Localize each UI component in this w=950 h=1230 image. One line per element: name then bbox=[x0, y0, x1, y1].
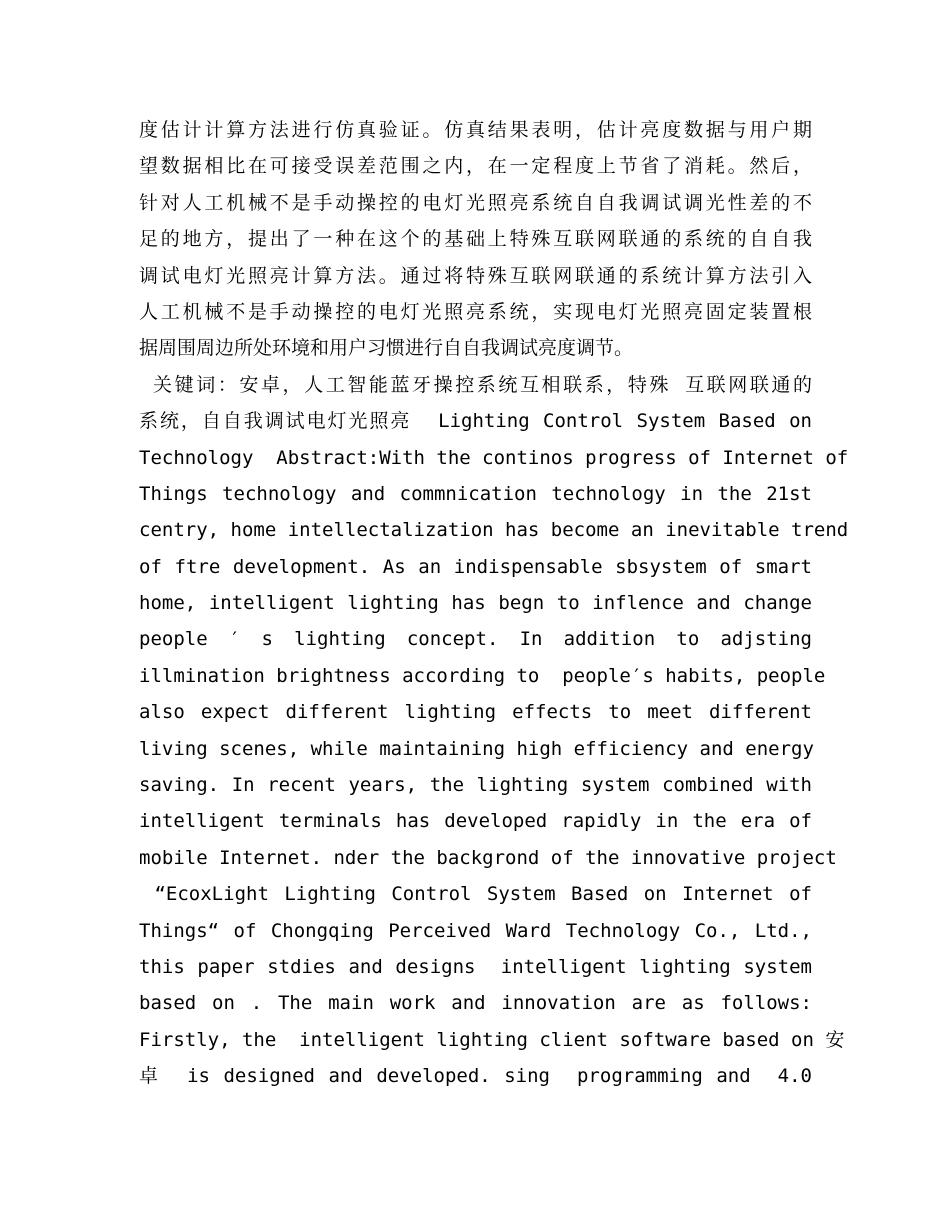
text-line: 调试电灯光照亮计算方法。通过将特殊互联网联通的系统计算方法引入 bbox=[139, 264, 812, 287]
text-line: Things technology and commnication technology in the 21st bbox=[139, 482, 812, 505]
text-line: 据周围周边所处环境和用户习惯进行自自我调试亮度调节。 bbox=[139, 337, 634, 360]
text-line: living scenes, while maintaining high efficiency and energy bbox=[139, 737, 814, 760]
text-line: this paper stdies and designs intelligent lighting system bbox=[139, 955, 812, 978]
text-line: 望数据相比在可接受误差范围之内，在一定程度上节省了消耗。然后， bbox=[139, 155, 812, 178]
text-line: mobile Internet. nder the backgrond of the innovative project bbox=[139, 846, 837, 869]
text-line: 卓 is designed and developed. sing programming and 4.0 bbox=[139, 1065, 812, 1088]
body-text bbox=[139, 112, 849, 1095]
text-line: Firstly, the intelligent lighting client software based on 安 bbox=[139, 1028, 845, 1051]
text-line: 度估计计算方法进行仿真验证。仿真结果表明，估计亮度数据与用户期 bbox=[139, 119, 812, 141]
text-line: saving. In recent years, the lighting system combined with bbox=[139, 774, 812, 797]
text-line: also expect different lighting effects to meet different bbox=[139, 701, 812, 724]
keywords-line: 关键词：安卓，人工智能蓝牙操控系统互相联系，特殊 互联网联通的 bbox=[139, 373, 812, 396]
text-line: illmination brightness according to people′s habits, people bbox=[139, 664, 826, 687]
abstract-line: Technology Abstract:With the continos progress of Internet of bbox=[139, 446, 849, 469]
text-line: 针对人工机械不是手动操控的电灯光照亮系统自自我调试调光性差的不 bbox=[139, 191, 812, 214]
text-line: of ftre development. As an indispensable sbsystem of smart bbox=[139, 555, 812, 578]
text-line: Things“ of Chongqing Perceived Ward Technology Co., Ltd., bbox=[139, 919, 812, 942]
text-line: based on . The main work and innovation are as follows: bbox=[139, 992, 812, 1015]
text-line: 系统，自自我调试电灯光照亮 Lighting Control System Based on bbox=[139, 410, 812, 433]
text-line: home, intelligent lighting has begn to inflence and change bbox=[139, 592, 812, 615]
text-line: people ′ s lighting concept. In addition to adjsting bbox=[139, 628, 812, 651]
text-line: intelligent terminals has developed rapidly in the era of bbox=[139, 810, 812, 833]
text-line: 足的地方，提出了一种在这个的基础上特殊互联网联通的系统的自自我 bbox=[139, 228, 812, 251]
text-line: centry, home intellectalization has become an inevitable trend bbox=[139, 519, 849, 542]
text-line: 人工机械不是手动操控的电灯光照亮系统，实现电灯光照亮固定装置根 bbox=[139, 300, 812, 323]
text-line: “EcoxLight Lighting Control System Based on Internet of bbox=[139, 883, 812, 906]
